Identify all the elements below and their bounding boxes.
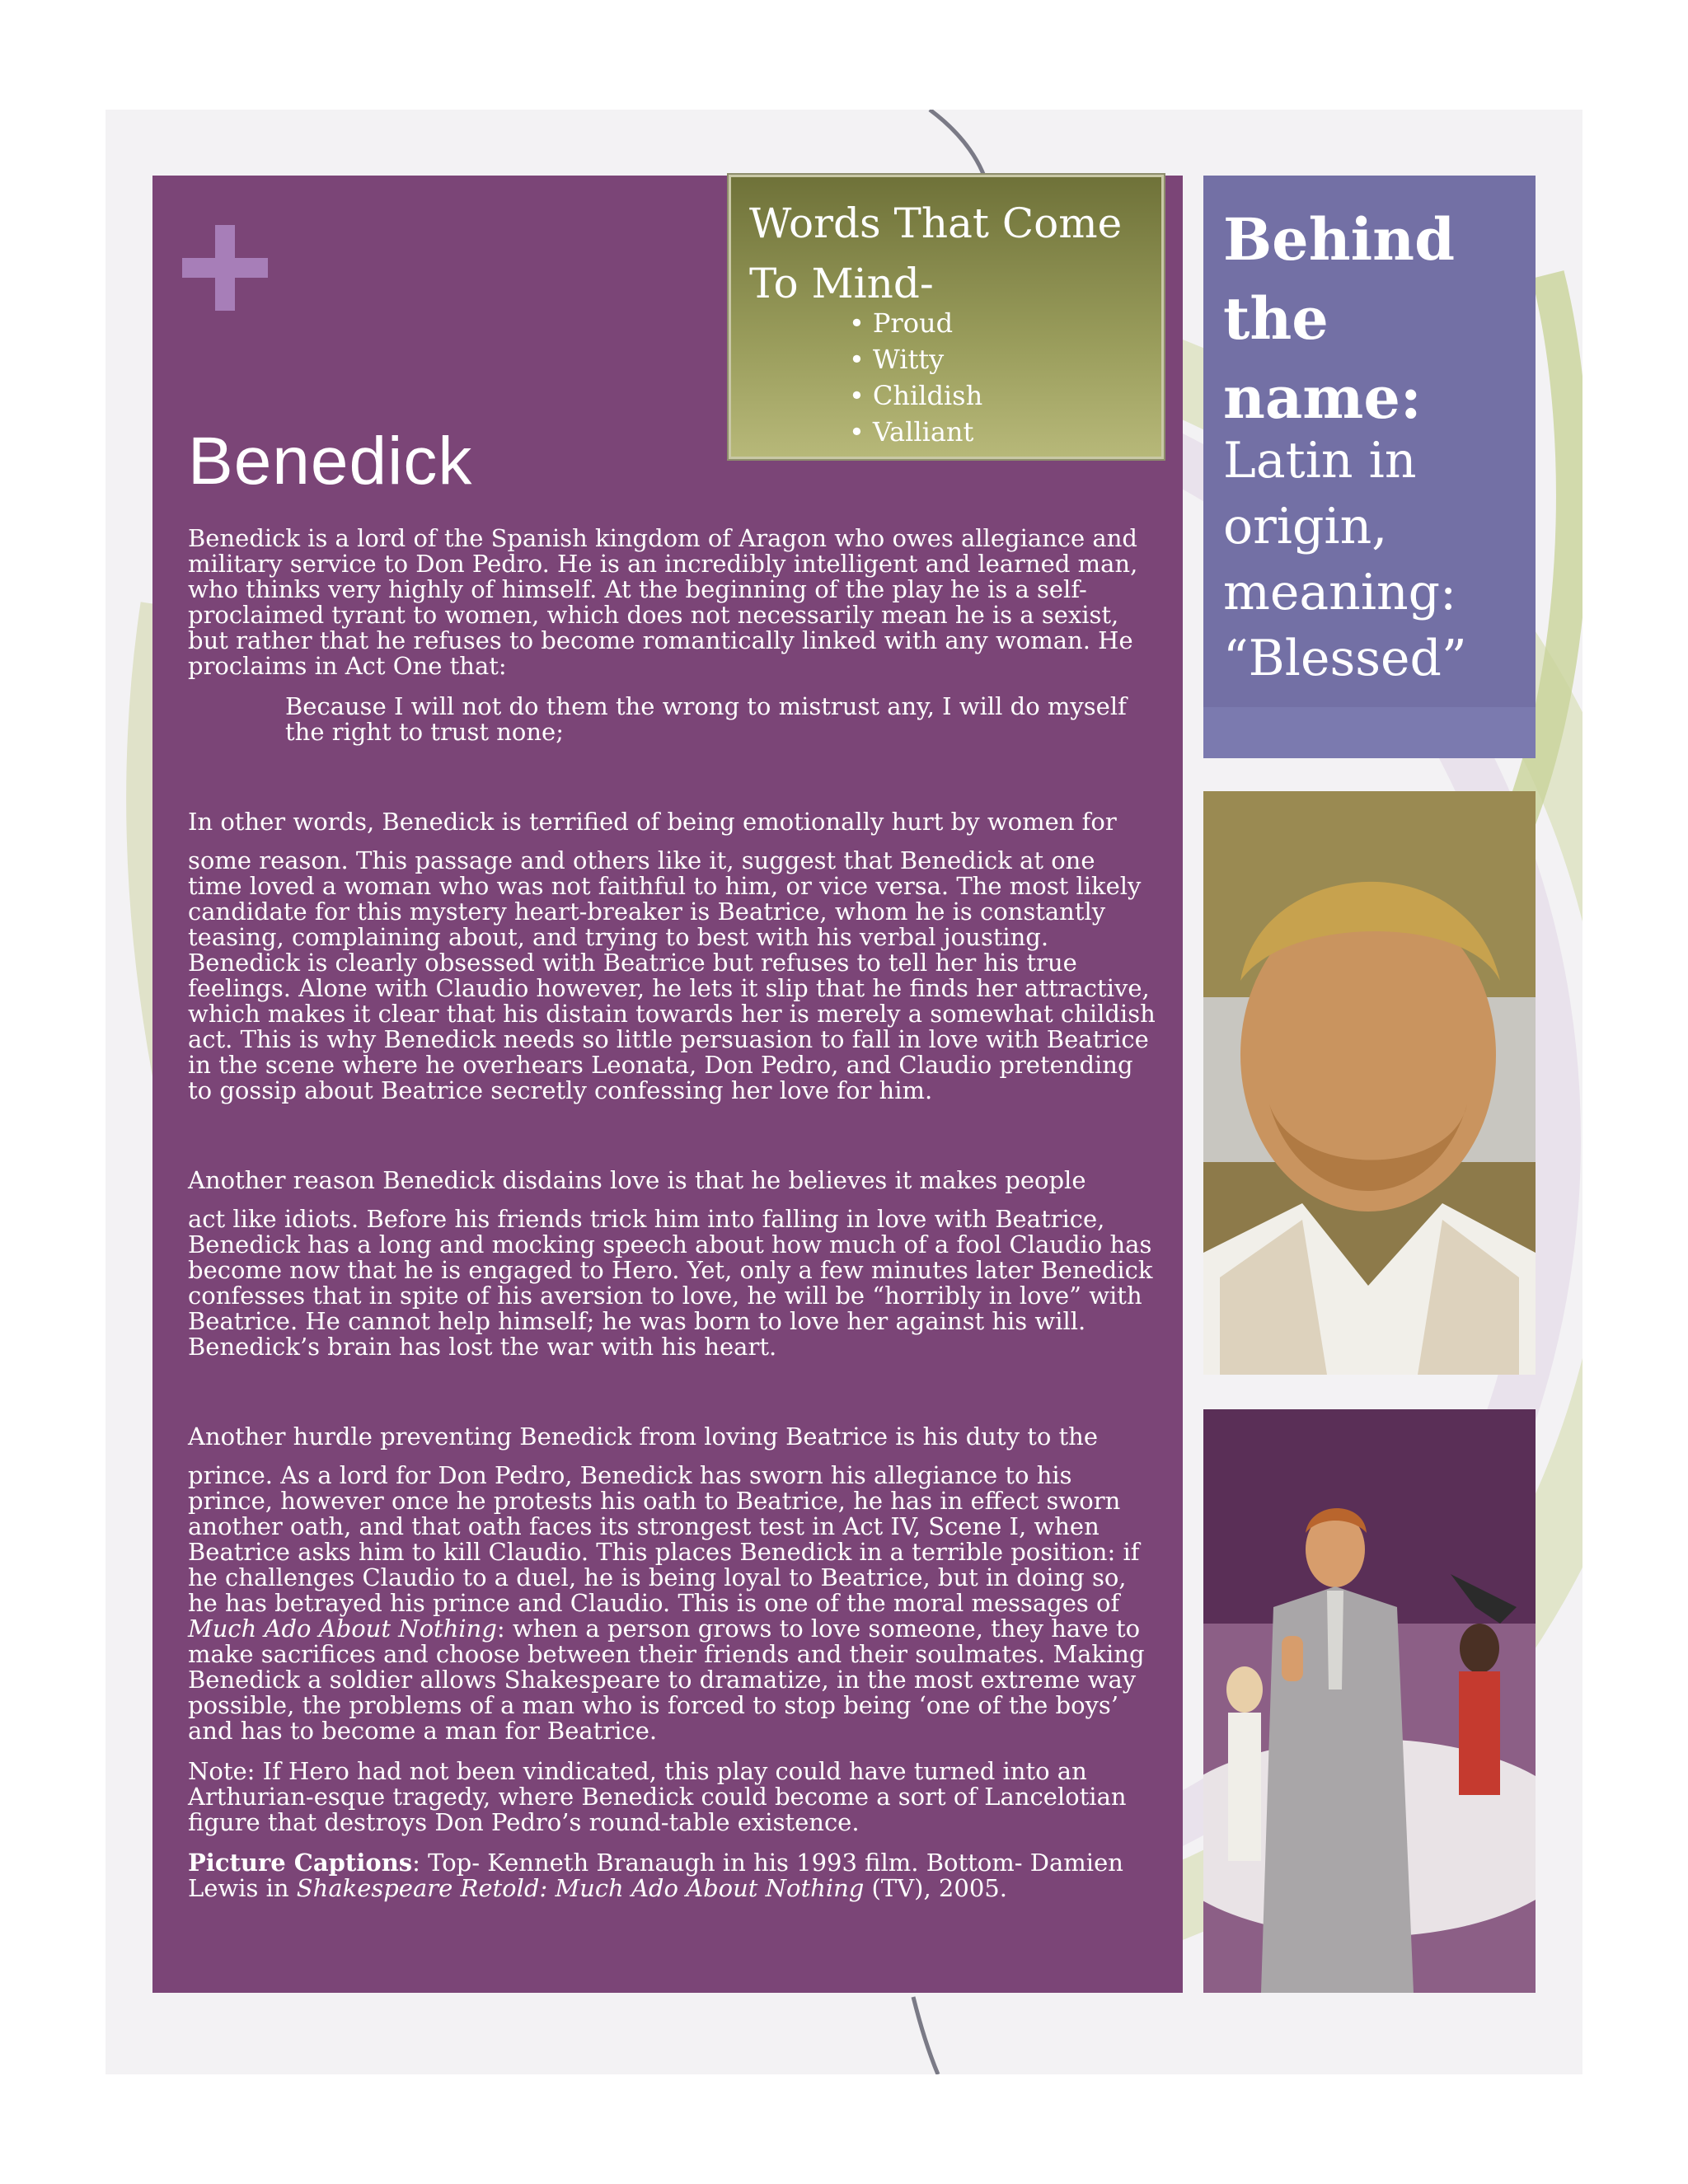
quote: Because I will not do them the wrong to mistrust any, I will do myself the right to trust none; — [285, 692, 1127, 746]
article-body — [188, 526, 1156, 1901]
captions-label: Picture Captions — [188, 1849, 413, 1877]
name-meaning: Latin in origin, meaning: “Blessed” — [1223, 432, 1467, 687]
paragraph-idiots — [188, 1168, 1156, 1360]
page-title: Benedick — [188, 424, 473, 499]
paragraph-text: some reason. This passage and others like it, suggest that Benedick at one time loved a woman who was not faithful to him, or vice versa. The most likely candidate for this mystery heart-breaker is Beatrice, whom he is constantly teasing, complaining about, and trying to best with his verbal jousting. Benedick is clearly obsessed with Beatrice but refuses to tell her his true feelings. Alone with Claudio however, he lets it slip that he finds her attractive, which makes it clear that his distain towards her is merely a somewhat childish act. This is why Benedick needs so little persuasion to fall in love with Beatrice in the scene where he overhears Leonata, Don Pedro, and Claudio pretending to gossip about Beatrice secretly confessing her love for him. — [188, 846, 1156, 1104]
paragraph-lead: In other words, Benedick is terrified of being emotionally hurt by women for — [188, 808, 1117, 836]
plus-icon — [182, 225, 268, 311]
captions-text: (TV), 2005. — [864, 1874, 1007, 1902]
paragraph-lead: Another reason Benedick disdains love is that he believes it makes people — [188, 1166, 1086, 1194]
paragraph-text: act like idiots. Before his friends trick him into falling in love with Beatrice, Benedick has a long and mocking speech about how much of a fool Claudio has become now that he is engaged to Hero. Yet, only a few minutes later Benedick confesses that in spite of his aversion to love, he will be “horribly in love” with Beatrice. He cannot help himself; he was born to love her against his will. Benedick’s brain has lost the war with his heart. — [188, 1205, 1153, 1361]
photo-kenneth-branagh — [1203, 791, 1536, 1375]
paragraph-text: : when a person grows to love someone, they have to make sacrifices and choose between their friends and their soulmates. Making Benedick a soldier allows Shakespeare to dramatize, in the most extreme way possible, the problems of a man who is forced to stop being ‘one of the boys’ and has to become a man for Beatrice. — [188, 1615, 1145, 1745]
words-box — [729, 175, 1164, 459]
tv-title: Shakespeare Retold: Much Ado About Nothing — [296, 1874, 865, 1902]
paragraph-fear — [188, 809, 1156, 1104]
picture-captions — [188, 1850, 1156, 1901]
name-heading: Behind the name: — [1223, 205, 1456, 432]
paragraph-duty — [188, 1424, 1156, 1744]
paragraph-lead: Another hurdle preventing Benedick from loving Beatrice is his duty to the — [188, 1422, 1099, 1451]
name-origin-box — [1203, 176, 1536, 758]
words-title: Words That Come To Mind- — [749, 199, 1123, 307]
list-item: • Witty — [849, 341, 982, 377]
photo-damien-lewis — [1203, 1409, 1536, 1993]
note: Note: If Hero had not been vindicated, this play could have turned into an Arthurian-esque tragedy, where Benedick could become a sort of Lancelotian figure that destroys Don Pedro’s round-table existence. — [188, 1757, 1127, 1836]
play-title: Much Ado About Nothing — [188, 1615, 497, 1643]
list-item: • Proud — [849, 305, 982, 341]
list-item: • Childish — [849, 377, 982, 414]
paragraph-intro: Benedick is a lord of the Spanish kingdom of Aragon who owes allegiance and military service to Don Pedro. He is an incredibly intelligent and learned man, who thinks very highly of himself. At the beginning of the play he is a self-proclaimed tyrant to women, which does not necessarily mean he is a sexist, but rather that he refuses to become romantically linked with any woman. He proclaims in Act One that: — [188, 524, 1138, 680]
captions-text: : Top- Kenneth Branaugh in his 1993 film. Bottom- Damien Lewis in — [188, 1849, 1123, 1902]
words-list — [849, 305, 982, 450]
list-item: • Valliant — [849, 414, 982, 450]
paragraph-text: prince. As a lord for Don Pedro, Benedick has sworn his allegiance to his prince, however once he protests his oath to Beatrice, he has in effect sworn another oath, and that oath faces its strongest test in Act IV, Scene I, when Beatrice asks him to kill Claudio. This places Benedick in a terrible position: if he challenges Claudio to a duel, he is being loyal to Beatrice, but in doing so, he has betrayed his prince and Claudio. This is one of the moral messages of — [188, 1461, 1140, 1617]
